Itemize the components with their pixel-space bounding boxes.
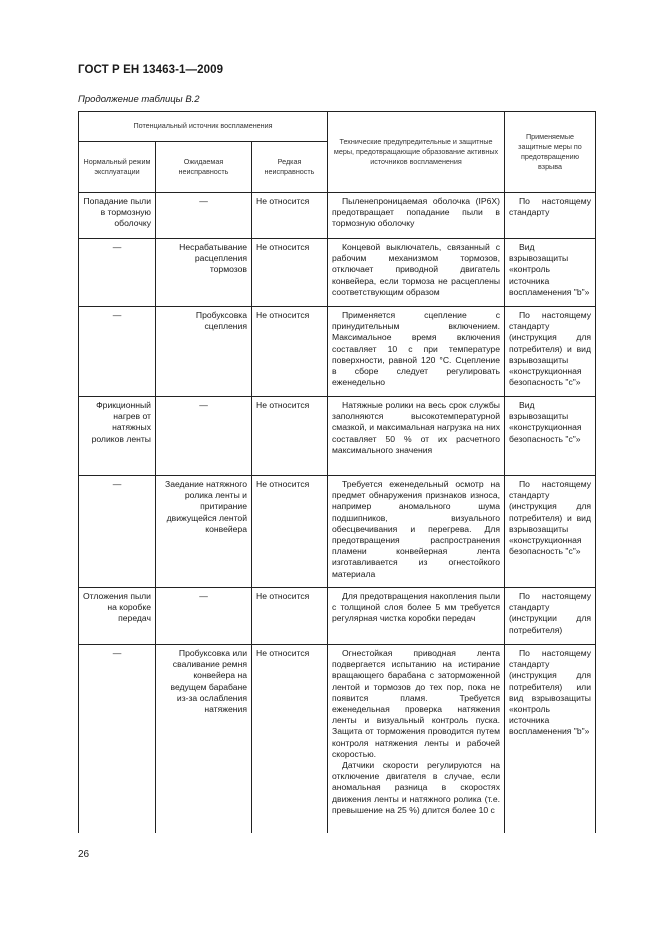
cell-technical-measures <box>328 193 505 239</box>
cell-rare-malfunction: Не относится <box>252 397 328 476</box>
measures-paragraph: Применяется сцепление с принудительным включением. Максимальное время включения составляет 10 с при температуре поверхности, равной 120 °С. Сцепление в сборе следует регулировать еженедельно <box>332 310 500 388</box>
measures-paragraph: Натяжные ролики на весь срок службы заполняются высокотемпературной смазкой, и максимальная нагрузка на них составляет 50 % от их расчетного максимального значения <box>332 400 500 455</box>
measures-paragraph: Для предотвращения накопления пыли с толщиной слоя более 5 мм требуется регулярная чистка коробки передач <box>332 591 500 624</box>
cell-normal-operation: Попадание пыли в тормозную оболочку <box>79 193 156 239</box>
table-row <box>79 645 596 833</box>
table-row <box>79 588 596 645</box>
document-header-title: ГОСТ Р ЕН 13463-1—2009 <box>78 64 224 76</box>
measures-paragraph: Концевой выключатель, связанный с рабочим механизмом тормозов, отключает приводной двигатель конвейера, если тормоза не расцеплены соответствующим образом <box>332 242 500 297</box>
cell-protective-measures: По настоящему стандарту (инструкция для потребителя) и вид взрывозащиты «конструкционная безопасность "c"» <box>505 476 596 588</box>
cell-expected-malfunction: Пробуксовка сцепления <box>156 307 252 397</box>
cell-technical-measures <box>328 476 505 588</box>
cell-normal-operation: — <box>79 476 156 588</box>
table-row <box>79 239 596 307</box>
cell-protective-measures: По настоящему стандарту (инструкции для потребителя) <box>505 588 596 645</box>
cell-expected-malfunction: — <box>156 193 252 239</box>
table-header-row <box>79 112 596 142</box>
cell-normal-operation: — <box>79 239 156 307</box>
header-rare-malfunction: Редкая неисправность <box>252 142 328 193</box>
ignition-sources-table <box>78 111 596 833</box>
cell-rare-malfunction: Не относится <box>252 239 328 307</box>
cell-expected-malfunction: — <box>156 397 252 476</box>
cell-normal-operation: Отложения пыли на коробке передач <box>79 588 156 645</box>
table-row <box>79 397 596 476</box>
header-expected-malfunction: Ожидаемая неисправность <box>156 142 252 193</box>
cell-technical-measures <box>328 397 505 476</box>
cell-protective-measures: Вид взрывозащиты «контроль источника воспламенения "b"» <box>505 239 596 307</box>
cell-technical-measures <box>328 307 505 397</box>
page-number: 26 <box>78 849 90 860</box>
cell-protective-measures: По настоящему стандарту (инструкция для потребителя) и вид взрывозащиты «конструкционная безопасность "c"» <box>505 307 596 397</box>
table-row <box>79 193 596 239</box>
cell-normal-operation: — <box>79 645 156 833</box>
table-caption: Продолжение таблицы В.2 <box>78 94 200 105</box>
cell-protective-measures: По настоящему стандарту (инструкция для потребителя) или вид взрывозащиты «контроль источника воспламенения "b"» <box>505 645 596 833</box>
header-normal-operation: Нормальный режим эксплуатации <box>79 142 156 193</box>
cell-rare-malfunction: Не относится <box>252 193 328 239</box>
cell-protective-measures: Вид взрывозащиты «конструкционная безопасность "c"» <box>505 397 596 476</box>
cell-technical-measures <box>328 239 505 307</box>
header-ignition-source-group: Потенциальный источник воспламенения <box>79 112 328 142</box>
header-protective-measures: Применяемые защитные меры по предотвращению взрыва <box>505 112 596 193</box>
header-technical-measures: Технические предупредительные и защитные меры, предотвращающие образование активных источников воспламенения <box>328 112 505 193</box>
measures-paragraph: Огнестойкая приводная лента подвергается испытанию на истирание вращающего барабана с заторможенной лентой и тормозов до тех пор, пока не появится пламя. Требуется еженедельная проверка натяжения ленты и визуальный контроль пуска. Защита от торможения проводится путем контроля натяжения ленты и рабочей скоростью. <box>332 648 500 759</box>
cell-normal-operation: — <box>79 307 156 397</box>
cell-protective-measures: По настоящему стандарту <box>505 193 596 239</box>
cell-technical-measures <box>328 645 505 833</box>
cell-rare-malfunction: Не относится <box>252 476 328 588</box>
measures-paragraph: Требуется еженедельный осмотр на предмет обнаружения признаков износа, например аномального шума подшипников, визуального обесцвечивания и перегрева. Для предотвращения распространения пламени конвейерная лента изготавливается из огнестойкого материала <box>332 479 500 579</box>
cell-rare-malfunction: Не относится <box>252 645 328 833</box>
cell-rare-malfunction: Не относится <box>252 307 328 397</box>
cell-expected-malfunction: Пробуксовка или сваливание ремня конвейера на ведущем барабане из-за ослабления натяжения <box>156 645 252 833</box>
cell-expected-malfunction: Несрабатывание расцепления тормозов <box>156 239 252 307</box>
cell-expected-malfunction: — <box>156 588 252 645</box>
measures-paragraph: Датчики скорости регулируются на отключение двигателя в случае, если аномальная разница в скоростях движения ленты и натяжного ролика (т.е. превышение на 25 %) длится более 10 с <box>332 760 500 815</box>
cell-technical-measures <box>328 588 505 645</box>
table-row <box>79 476 596 588</box>
measures-paragraph: Пыленепроницаемая оболочка (IP6X) предотвращает попадание пыли в тормозную оболочку <box>332 196 500 229</box>
cell-expected-malfunction: Заедание натяжного ролика ленты и притирание движущейся лентой конвейера <box>156 476 252 588</box>
cell-rare-malfunction: Не относится <box>252 588 328 645</box>
table-row <box>79 307 596 397</box>
cell-normal-operation: Фрикционный нагрев от натяжных роликов ленты <box>79 397 156 476</box>
